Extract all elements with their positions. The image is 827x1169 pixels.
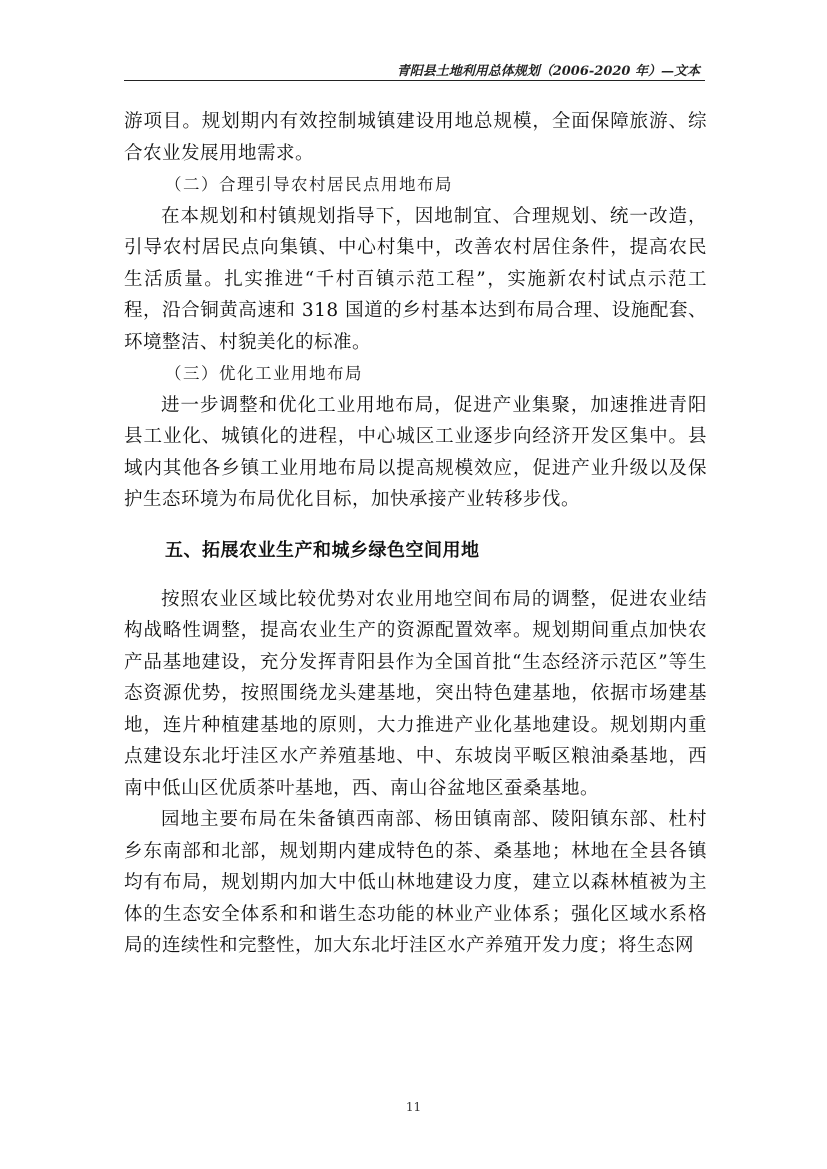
- subheading-industrial-land-layout: （三）优化工业用地布局: [165, 364, 363, 383]
- header-rule: [124, 80, 705, 81]
- document-header-title: 青阳县土地利用总体规划（2006-2020 年）—文本: [396, 64, 700, 79]
- document-body: [124, 106, 707, 962]
- section-heading-agriculture-green-space: 五、拓展农业生产和城乡绿色空间用地: [165, 539, 480, 561]
- paragraph-rural-settlement: 在本规划和村镇规划指导下，因地制宜、合理规划、统一改造，引导农村居民点向集镇、中心村集中，改善农村居住条件，提高农民生活质量。扎实推进“千村百镇示范工程”，实施新农村试点示范工程，沿合铜黄高速和 318 国道的乡村基本达到布局合理、设施配套、环境整洁、村貌美化的标准。: [124, 205, 707, 353]
- paragraph-continued: 游项目。规划期内有效控制城镇建设用地总规模，全面保障旅游、综合农业发展用地需求。: [124, 111, 707, 164]
- paragraph-industrial-land: 进一步调整和优化工业用地布局，促进产业集聚，加速推进青阳县工业化、城镇化的进程，中心城区工业逐步向经济开发区集中。县域内其他各乡镇工业用地布局以提高规模效应，促进产业升级以及保护生态环境为布局优化目标，加快承接产业转移步伐。: [124, 394, 707, 510]
- paragraph-garden-forest-layout: 园地主要布局在朱备镇西南部、杨田镇南部、陵阳镇东部、杜村乡东南部和北部，规划期内建成特色的茶、桑基地；林地在全县各镇均有布局，规划期内加大中低山林地建设力度，建立以森林植被为主体的生态安全体系和和谐生态功能的林业产业体系；强化区域水系格局的连续性和完整性，加大东北圩洼区水产养殖开发力度；将生态网: [124, 809, 707, 956]
- paragraph-agriculture-layout: 按照农业区域比较优势对农业用地空间布局的调整，促进农业结构战略性调整，提高农业生产的资源配置效率。规划期间重点加快农产品基地建设，充分发挥青阳县作为全国首批“生态经济示范区”等生态资源优势，按照围绕龙头建基地，突出特色建基地，依据市场建基地，连片种植建基地的原则，大力推进产业化基地建设。规划期内重点建设东北圩洼区水产养殖基地、中、东坡岗平畈区粮油桑基地，西南中低山区优质茶叶基地，西、南山谷盆地区蚕桑基地。: [124, 588, 707, 799]
- subheading-rural-settlement-layout: （二）合理引导农村居民点用地布局: [165, 175, 453, 194]
- page-number: 11: [405, 1100, 422, 1114]
